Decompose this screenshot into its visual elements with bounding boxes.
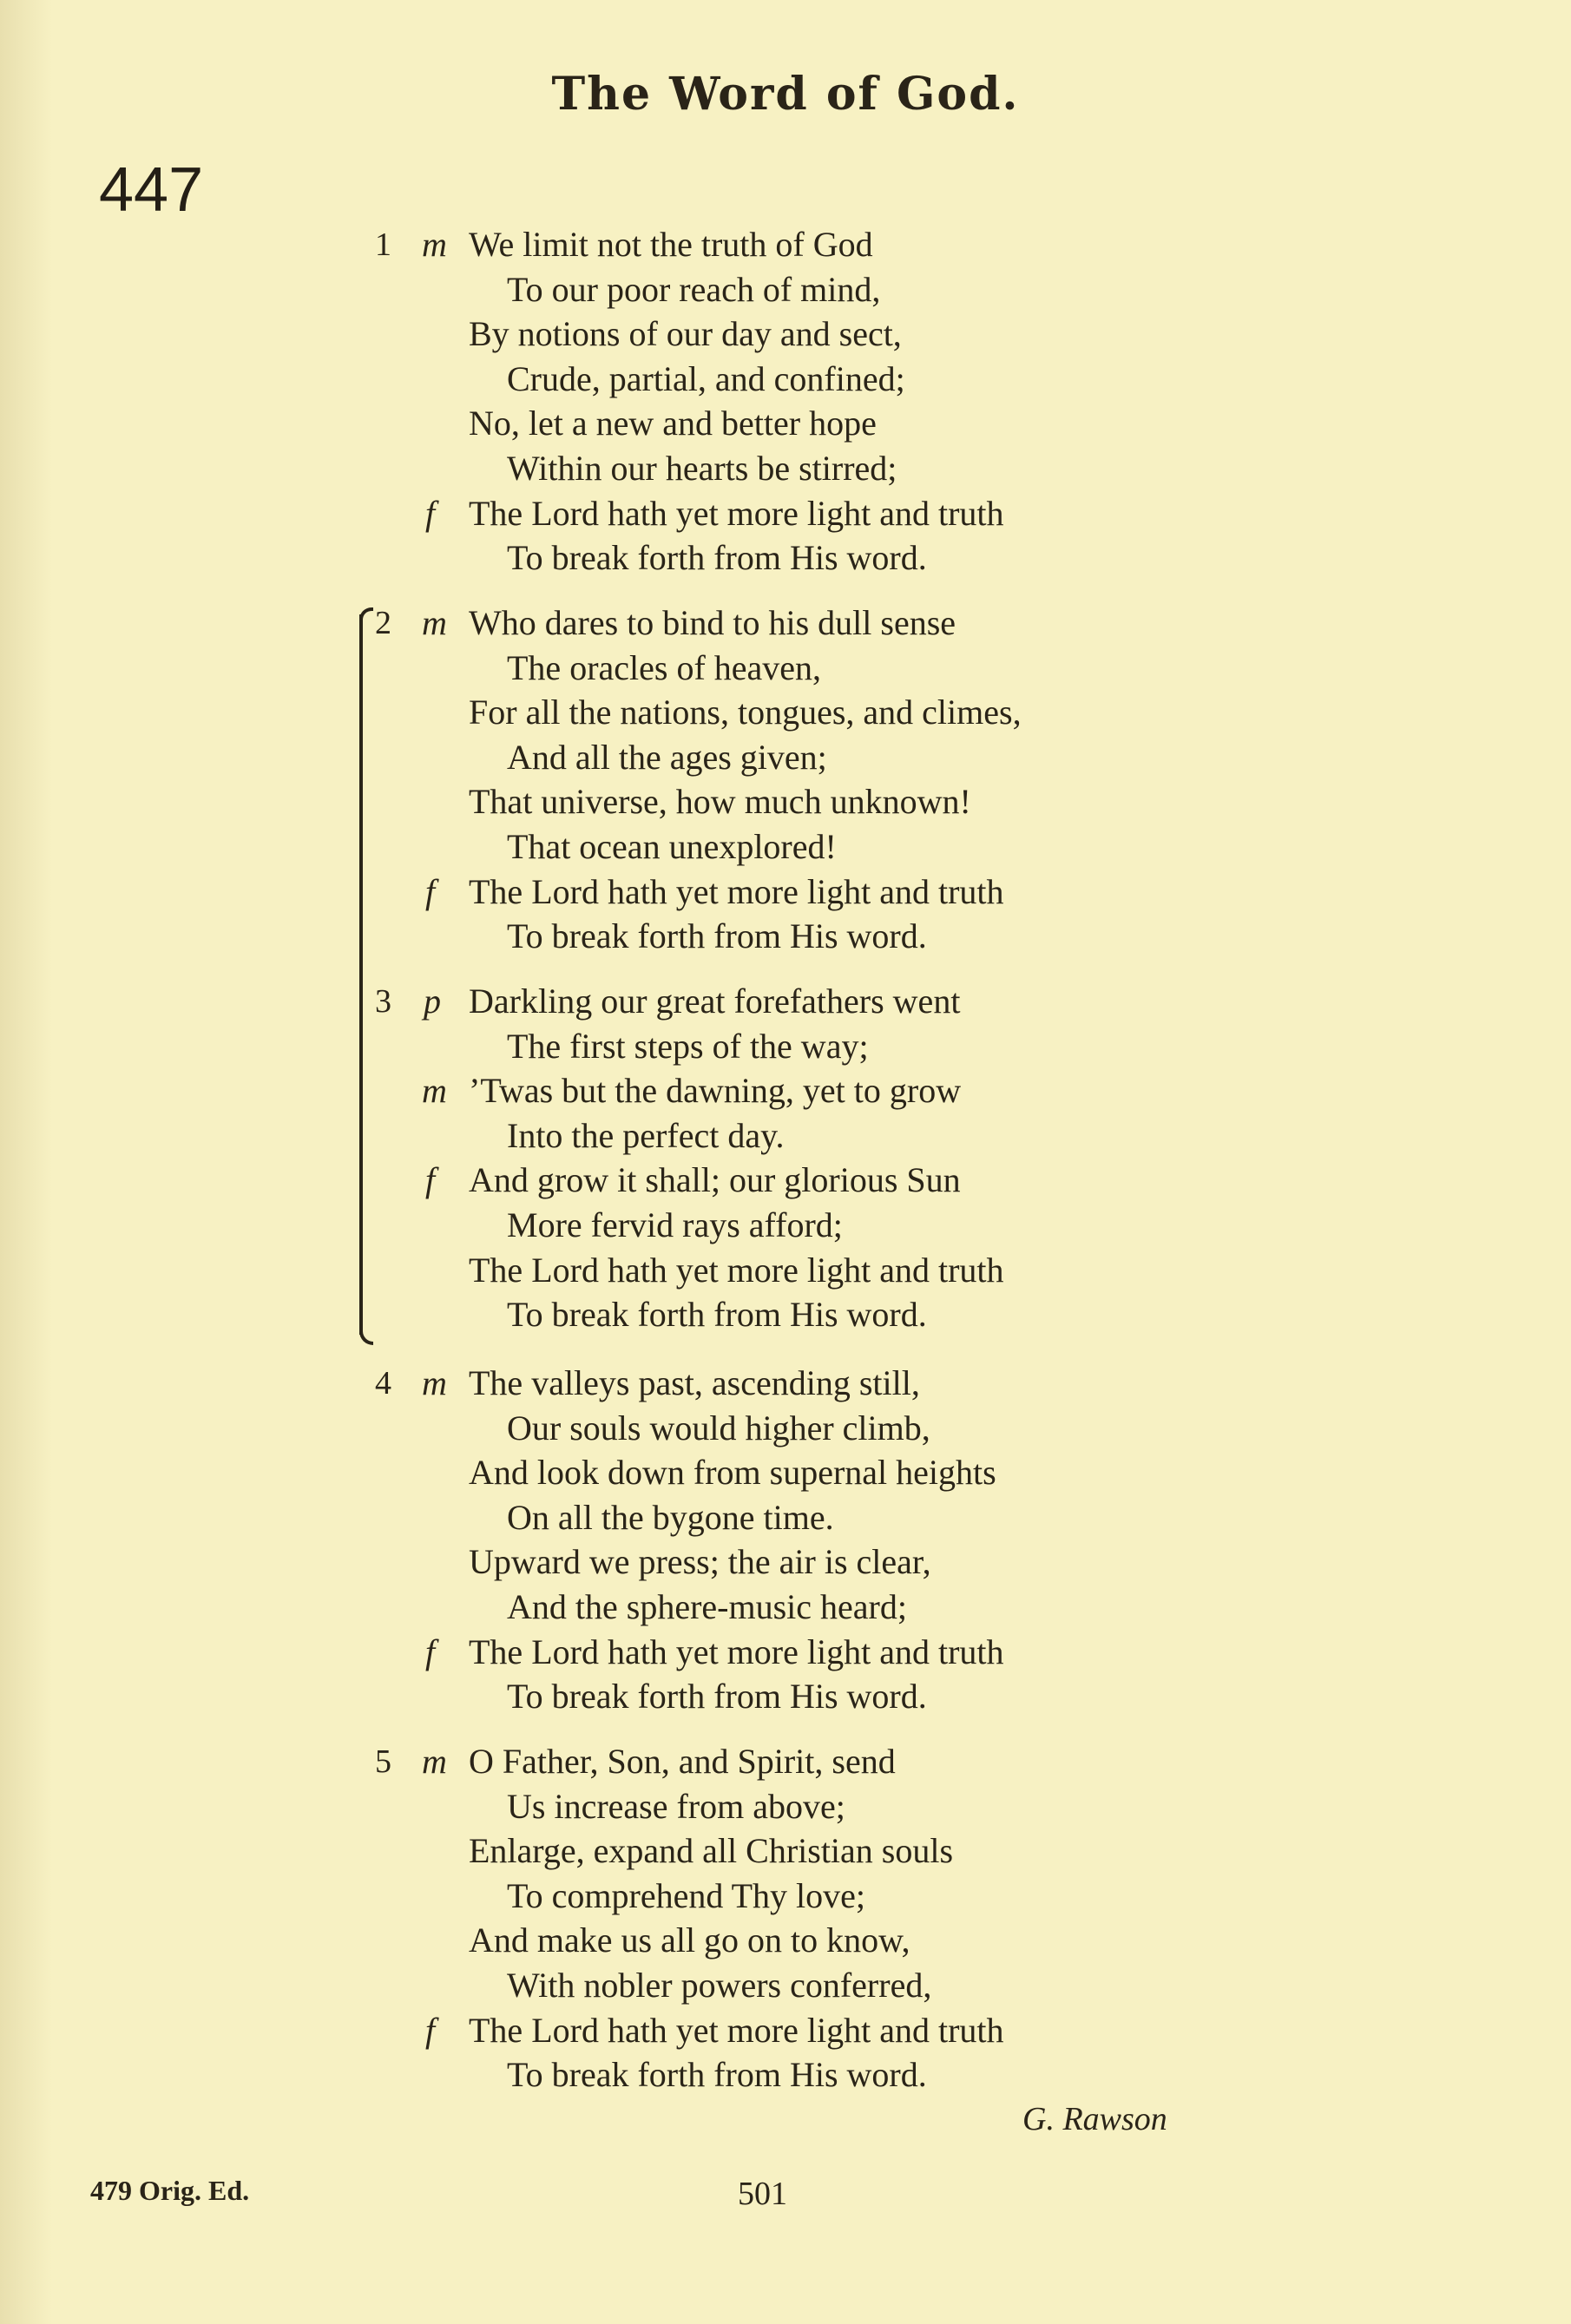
- page-number: 501: [738, 2176, 787, 2212]
- verse-number: 4: [375, 1365, 391, 1402]
- dynamic-marking: p: [424, 981, 441, 1021]
- dynamic-marking: m: [422, 1363, 447, 1402]
- verse-line: To break forth from His word.: [507, 2055, 927, 2094]
- page-title: The Word of God.: [551, 68, 1020, 121]
- verse-line: We limit not the truth of God: [469, 225, 873, 264]
- original-edition-reference: 479 Orig. Ed.: [90, 2175, 250, 2206]
- verse-number: 5: [375, 1743, 391, 1780]
- verse-line: To our poor reach of mind,: [507, 270, 881, 309]
- dynamic-marking: m: [422, 603, 447, 642]
- verse-line: The Lord hath yet more light and truth: [469, 872, 1004, 911]
- verse-line: O Father, Son, and Spirit, send: [469, 1742, 896, 1781]
- verse-line: Crude, partial, and confined;: [507, 359, 905, 398]
- verse-line: On all the bygone time.: [507, 1498, 834, 1537]
- verse-line: That ocean unexplored!: [507, 827, 837, 866]
- verse-line: The Lord hath yet more light and truth: [469, 494, 1004, 533]
- verse-line: The valleys past, ascending still,: [469, 1363, 920, 1402]
- dynamic-marking: m: [422, 1071, 447, 1110]
- verse-number: 1: [375, 226, 391, 263]
- verse-line: Us increase from above;: [507, 1787, 845, 1826]
- verse-line: To comprehend Thy love;: [507, 1876, 866, 1915]
- dynamic-marking: m: [422, 225, 447, 264]
- verse-line: The oracles of heaven,: [507, 648, 822, 687]
- dynamic-marking: f: [425, 2011, 436, 2050]
- verse-line: Enlarge, expand all Christian souls: [469, 1831, 954, 1870]
- verse-line: And look down from supernal heights: [469, 1453, 996, 1492]
- verse-number: 2: [375, 605, 391, 641]
- verse-line: With nobler powers conferred,: [507, 1966, 932, 2005]
- hymn-number: 447: [99, 155, 204, 225]
- dynamic-marking: f: [425, 1632, 436, 1671]
- verse-line: Who dares to bind to his dull sense: [469, 603, 956, 642]
- verse-line: To break forth from His word.: [507, 916, 927, 955]
- verse-line: More fervid rays afford;: [507, 1205, 843, 1244]
- verse-line: To break forth from His word.: [507, 1677, 927, 1716]
- verse-number: 3: [375, 983, 391, 1020]
- verse-bracket-line: [359, 614, 363, 1335]
- verse-line: That universe, how much unknown!: [469, 782, 971, 821]
- verse-line: To break forth from His word.: [507, 1295, 927, 1334]
- verse-line: For all the nations, tongues, and climes,: [469, 693, 1022, 732]
- verse-line: To break forth from His word.: [507, 538, 927, 577]
- verse-line: Darkling our great forefathers went: [469, 981, 961, 1021]
- verse-line: By notions of our day and sect,: [469, 314, 902, 353]
- verse-line: Our souls would higher climb,: [507, 1408, 930, 1448]
- verse-bracket-bottom: [359, 1319, 373, 1345]
- verse-line: The Lord hath yet more light and truth: [469, 2011, 1004, 2050]
- verse-line: And grow it shall; our glorious Sun: [469, 1160, 961, 1199]
- verse-line: The Lord hath yet more light and truth: [469, 1251, 1004, 1290]
- verse-line: And all the ages given;: [507, 738, 827, 777]
- verse-line: Into the perfect day.: [507, 1116, 785, 1155]
- verse-line: No, let a new and better hope: [469, 404, 877, 443]
- verse-line: And the sphere-music heard;: [507, 1587, 907, 1626]
- dynamic-marking: f: [425, 494, 436, 533]
- page-edge-shadow: [0, 0, 52, 2324]
- verse-line: The Lord hath yet more light and truth: [469, 1632, 1004, 1671]
- verse-line: Upward we press; the air is clear,: [469, 1542, 931, 1581]
- verse-line: The first steps of the way;: [507, 1027, 869, 1066]
- verse-line: ’Twas but the dawning, yet to grow: [469, 1071, 962, 1110]
- hymn-author: G. Rawson: [1022, 2101, 1167, 2137]
- verse-line: Within our hearts be stirred;: [507, 449, 897, 488]
- dynamic-marking: f: [425, 872, 436, 911]
- dynamic-marking: m: [422, 1742, 447, 1781]
- verse-line: And make us all go on to know,: [469, 1920, 910, 1960]
- dynamic-marking: f: [425, 1160, 436, 1199]
